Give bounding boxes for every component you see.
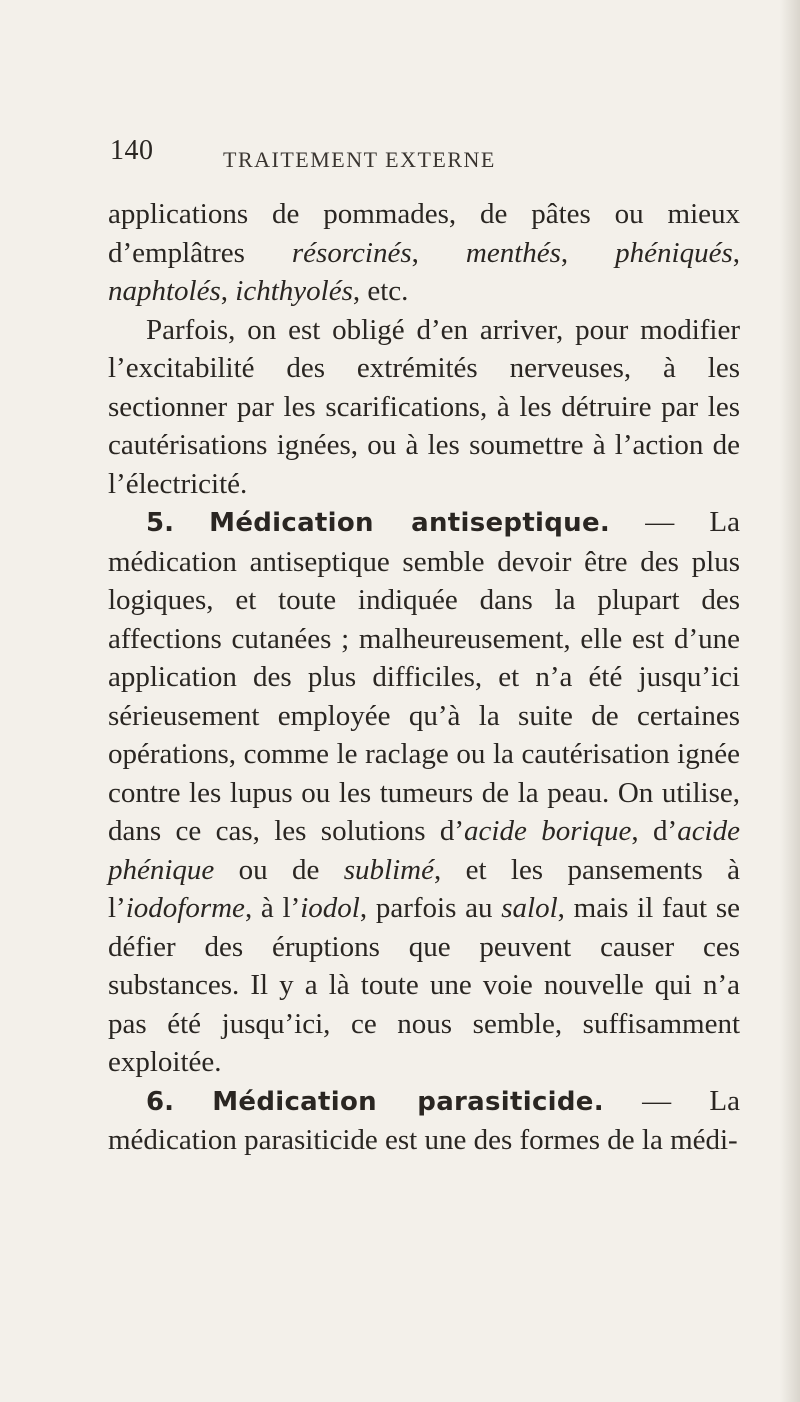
italic-term: sublimé	[343, 853, 434, 886]
text-run: ,	[560, 236, 616, 269]
text-run: ,	[411, 236, 466, 269]
text-run: — La médication antiseptique semble devoir être des plus logiques, et toute indiquée dans la plupart des affections cutanées ; malheureusement, elle est d’une application des plus difficiles, et n’a été jusqu’ici sérieusement employée qu’à la suite de certaines opérations, comme le raclage ou la cautérisation ignée contre les lupus ou les tumeurs de la peau. On utilise, dans ce cas, les solutions d’	[108, 506, 740, 847]
italic-term: acide phénique	[108, 815, 740, 886]
italic-term: iodoforme	[125, 892, 245, 924]
section-6-title: Médication parasiticide.	[212, 1086, 604, 1117]
text-run: applications de pommades, de pâtes ou mieux d’emplâtres	[108, 198, 740, 269]
italic-term: iodol	[300, 892, 360, 924]
text-run: , à l’	[244, 892, 301, 924]
section-5-title: Médication antiseptique.	[209, 508, 611, 538]
section-5-paragraph	[108, 503, 740, 1082]
italic-term: acide borique	[464, 815, 632, 847]
italic-term: salol	[501, 892, 558, 924]
page-header	[108, 135, 740, 179]
italic-term: naphtolés	[108, 275, 221, 307]
text-run: ,	[732, 236, 741, 269]
running-head: TRAITEMENT EXTERNE	[223, 147, 496, 172]
text-run: , etc.	[352, 275, 409, 307]
section-5-number: 5.	[146, 508, 174, 538]
text-run: , et les pansements à l’	[108, 853, 740, 924]
text-run: , mais il faut se défier des éruptions que peuvent causer ces substances. Il y a là toute une voie nouvelle qui n’a pas été jusqu’ici, ce nous semble, suffisamment exploitée.	[108, 892, 740, 1078]
paragraph-2: Parfois, on est obligé d’en arriver, pour modifier l’excitabilité des extrémités nerveuses, à les sectionner par les scarifications, à les détruire par les cautérisations ignées, ou à les soumettre à l’action de l’électricité.	[108, 313, 740, 500]
text-run: ,	[220, 275, 236, 307]
text-run: — La médication parasiticide est une des formes de la médi-	[108, 1084, 741, 1156]
italic-term: ichthyolés	[235, 275, 353, 307]
text-run: , d’	[631, 815, 678, 847]
page-edge-shadow	[780, 0, 800, 1402]
paragraph-1	[108, 195, 740, 311]
page-number: 140	[110, 135, 154, 166]
section-6-paragraph	[108, 1082, 740, 1160]
body-text	[108, 195, 740, 1160]
section-6-number: 6.	[146, 1086, 174, 1117]
text-run: ou de	[214, 853, 344, 886]
italic-term: phéniqués	[615, 236, 733, 269]
italic-term: menthés	[465, 236, 561, 269]
text-run: , parfois au	[359, 892, 502, 924]
italic-term: résorcinés	[291, 236, 412, 269]
